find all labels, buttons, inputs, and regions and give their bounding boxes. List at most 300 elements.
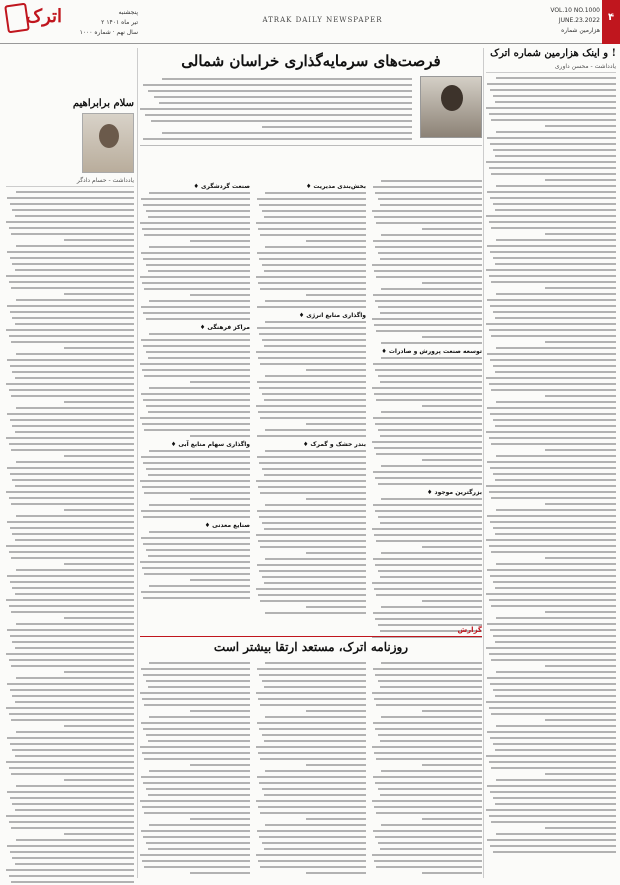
text-line	[140, 561, 250, 563]
text-line	[380, 522, 482, 524]
text-line	[422, 459, 483, 461]
text-line	[257, 198, 366, 200]
text-line	[144, 429, 250, 431]
text-line	[493, 419, 617, 421]
text-line	[12, 803, 134, 805]
text-line	[7, 197, 134, 199]
text-line	[489, 707, 616, 709]
text-line	[489, 491, 616, 493]
text-line	[144, 234, 250, 236]
text-line	[381, 411, 482, 413]
text-line	[375, 246, 482, 248]
text-line	[64, 509, 134, 511]
text-line	[64, 401, 134, 403]
text-line	[12, 587, 134, 589]
text-line	[375, 423, 482, 425]
text-line	[490, 197, 616, 199]
column-text	[140, 450, 250, 518]
text-line	[265, 770, 366, 772]
text-line	[490, 359, 616, 361]
text-line	[491, 335, 616, 337]
text-line	[15, 647, 134, 649]
text-line	[493, 473, 617, 475]
text-line	[490, 143, 616, 145]
text-line	[149, 333, 250, 335]
text-line	[381, 288, 482, 290]
text-line	[374, 393, 482, 395]
text-line	[486, 269, 616, 271]
text-line	[141, 510, 250, 512]
text-line	[493, 203, 617, 205]
text-line	[141, 252, 250, 254]
text-line	[16, 461, 134, 463]
text-line	[9, 605, 134, 607]
text-line	[141, 306, 250, 308]
text-line	[306, 552, 367, 554]
text-line	[264, 345, 366, 347]
text-line	[141, 393, 250, 395]
text-line	[16, 191, 134, 193]
column-text	[256, 321, 366, 437]
text-line	[257, 776, 366, 778]
text-line	[375, 510, 482, 512]
left-column-article	[6, 98, 134, 878]
text-line	[486, 647, 616, 649]
column-text	[256, 192, 366, 308]
text-line	[486, 215, 616, 217]
text-line	[496, 779, 616, 781]
text-line	[378, 198, 483, 200]
text-line	[260, 288, 366, 290]
text-line	[259, 462, 366, 464]
text-line	[16, 677, 134, 679]
text-line	[489, 437, 616, 439]
report-rule	[140, 636, 482, 637]
text-line	[259, 387, 366, 389]
text-line	[262, 680, 367, 682]
text-line	[374, 752, 482, 754]
text-line	[256, 405, 366, 407]
text-line	[6, 599, 134, 601]
text-line	[257, 722, 366, 724]
text-line	[376, 704, 482, 706]
text-line	[378, 788, 483, 790]
text-line	[256, 276, 366, 278]
text-line	[141, 591, 250, 593]
text-line	[489, 383, 616, 385]
text-line	[496, 185, 616, 187]
text-line	[496, 509, 616, 511]
text-line	[258, 282, 366, 284]
text-line	[256, 746, 366, 748]
text-line	[374, 534, 482, 536]
text-line	[258, 860, 366, 862]
text-line	[11, 233, 134, 235]
text-line	[16, 731, 134, 733]
text-line	[380, 258, 482, 260]
text-line	[489, 221, 616, 223]
text-line	[496, 725, 616, 727]
text-line	[374, 588, 482, 590]
text-line	[144, 573, 250, 575]
text-line	[376, 594, 482, 596]
text-line	[143, 258, 250, 260]
text-line	[9, 551, 134, 553]
column-divider	[137, 48, 138, 878]
column-text	[140, 531, 250, 599]
subhead: ♦ صنعت گردشگری	[193, 183, 250, 190]
text-line	[258, 752, 366, 754]
text-line	[260, 492, 366, 494]
text-line	[11, 449, 134, 451]
text-line	[144, 812, 250, 814]
text-line	[486, 377, 616, 379]
text-line	[372, 441, 482, 443]
text-line	[378, 570, 483, 572]
issue-volume: VOL.10 NO.1000	[550, 7, 600, 14]
text-line	[380, 740, 482, 742]
text-line	[143, 312, 250, 314]
text-line	[491, 821, 616, 823]
text-line	[11, 881, 134, 883]
main-article	[140, 48, 482, 878]
text-line	[143, 138, 412, 140]
text-line	[490, 413, 616, 415]
text-line	[422, 818, 483, 820]
text-line	[495, 695, 616, 697]
text-line	[487, 353, 616, 355]
text-line	[258, 228, 366, 230]
issue-meta	[500, 6, 600, 36]
text-line	[493, 257, 617, 259]
text-line	[264, 270, 366, 272]
newspaper-logo	[6, 4, 62, 40]
text-line	[159, 102, 412, 104]
text-line	[149, 824, 250, 826]
text-line	[373, 471, 482, 473]
text-line	[262, 393, 367, 395]
text-line	[256, 692, 366, 694]
text-line	[16, 839, 134, 841]
text-line	[11, 341, 134, 343]
text-line	[151, 120, 412, 122]
subhead: ♦ واگذاری منابع انرژی	[298, 312, 366, 319]
text-line	[15, 323, 134, 325]
text-line	[259, 258, 366, 260]
text-line	[260, 546, 366, 548]
text-line	[378, 375, 483, 377]
text-line	[256, 351, 366, 353]
text-line	[6, 869, 134, 871]
right-article-title: و اینک هزارمین شماره اترک !	[490, 48, 616, 59]
text-line	[149, 662, 250, 664]
text-line	[373, 186, 482, 188]
text-line	[489, 599, 616, 601]
text-line	[375, 300, 482, 302]
text-line	[491, 389, 616, 391]
text-line	[9, 659, 134, 661]
text-line	[143, 597, 250, 599]
text-line	[372, 210, 482, 212]
text-line	[265, 558, 366, 560]
text-line	[496, 833, 616, 835]
text-line	[545, 287, 617, 289]
text-line	[545, 827, 617, 829]
text-line	[257, 456, 366, 458]
text-line	[143, 204, 250, 206]
text-line	[489, 815, 616, 817]
text-line	[9, 443, 134, 445]
text-line	[10, 635, 134, 637]
text-line	[265, 300, 366, 302]
text-line	[486, 593, 616, 595]
text-line	[262, 126, 412, 128]
text-line	[149, 300, 250, 302]
text-line	[140, 417, 250, 419]
text-line	[6, 815, 134, 817]
text-line	[141, 668, 250, 670]
text-line	[11, 773, 134, 775]
text-line	[487, 677, 616, 679]
text-line	[265, 450, 366, 452]
text-line	[372, 582, 482, 584]
text-line	[493, 797, 617, 799]
text-line	[376, 330, 482, 332]
subhead: ♦ صنایع معدنی	[204, 522, 250, 529]
text-line	[373, 776, 482, 778]
text-line	[9, 281, 134, 283]
text-line	[12, 857, 134, 859]
text-line	[140, 692, 250, 694]
text-line	[487, 407, 616, 409]
text-line	[143, 836, 250, 838]
text-line	[256, 800, 366, 802]
text-line	[375, 369, 482, 371]
text-line	[15, 755, 134, 757]
text-line	[11, 287, 134, 289]
text-line	[190, 579, 251, 581]
text-line	[140, 480, 250, 482]
text-line	[11, 719, 134, 721]
text-line	[12, 263, 134, 265]
text-line	[6, 491, 134, 493]
left-article-author: یادداشت - حسام دادگر	[6, 177, 134, 187]
text-line	[260, 234, 366, 236]
text-line	[15, 377, 134, 379]
text-line	[143, 462, 250, 464]
text-line	[264, 848, 366, 850]
text-line	[264, 686, 366, 688]
text-line	[265, 375, 366, 377]
text-line	[190, 294, 251, 296]
text-line	[260, 417, 366, 419]
text-line	[491, 605, 616, 607]
text-line	[380, 381, 482, 383]
text-line	[148, 216, 250, 218]
text-line	[491, 767, 616, 769]
text-line	[495, 479, 616, 481]
text-line	[140, 800, 250, 802]
text-line	[265, 716, 366, 718]
text-line	[259, 782, 366, 784]
text-line	[381, 342, 482, 344]
text-line	[15, 809, 134, 811]
text-line	[146, 549, 251, 551]
text-line	[190, 764, 251, 766]
text-line	[493, 689, 617, 691]
text-line	[257, 668, 366, 670]
right-article-body	[486, 77, 616, 853]
text-line	[496, 617, 616, 619]
text-line	[10, 689, 134, 691]
text-line	[496, 671, 616, 673]
subhead: ♦ توسعه صنعت پرورش و صادرات	[381, 348, 482, 355]
text-line	[64, 293, 134, 295]
text-line	[487, 245, 616, 247]
left-article-body	[6, 191, 134, 885]
text-line	[16, 569, 134, 571]
text-line	[376, 758, 482, 760]
text-line	[149, 387, 250, 389]
left-article-title: سلام برابراهیم	[72, 98, 134, 109]
text-line	[373, 612, 482, 614]
text-line	[64, 833, 134, 835]
text-line	[15, 431, 134, 433]
text-line	[259, 674, 366, 676]
text-line	[487, 299, 616, 301]
text-line	[6, 761, 134, 763]
text-line	[375, 477, 482, 479]
text-line	[381, 716, 482, 718]
text-line	[7, 683, 134, 685]
text-line	[154, 96, 412, 98]
text-line	[489, 275, 616, 277]
text-line	[256, 588, 366, 590]
text-line	[264, 582, 366, 584]
text-line	[487, 731, 616, 733]
text-line	[375, 728, 482, 730]
text-line	[12, 425, 134, 427]
main-column-right	[372, 180, 482, 620]
text-line	[149, 450, 250, 452]
text-line	[146, 405, 251, 407]
text-line	[265, 504, 366, 506]
text-line	[380, 576, 482, 578]
text-line	[373, 294, 482, 296]
text-line	[256, 480, 366, 482]
text-line	[257, 830, 366, 832]
text-line	[64, 725, 134, 727]
text-line	[489, 545, 616, 547]
text-line	[9, 497, 134, 499]
issue-date-persian: ۲ تیر ماه ۱۴۰۱	[101, 19, 138, 26]
report-section-label: گزارش	[457, 626, 482, 634]
text-line	[490, 305, 616, 307]
text-line	[376, 540, 482, 542]
text-line	[487, 623, 616, 625]
text-line	[148, 686, 250, 688]
text-line	[7, 737, 134, 739]
text-line	[11, 557, 134, 559]
text-line	[380, 312, 482, 314]
text-line	[12, 479, 134, 481]
text-line	[493, 743, 617, 745]
text-line	[380, 794, 482, 796]
text-line	[149, 770, 250, 772]
text-line	[545, 395, 617, 397]
text-line	[490, 521, 616, 523]
text-line	[190, 872, 251, 874]
text-line	[378, 680, 483, 682]
text-line	[142, 698, 250, 700]
text-line	[6, 707, 134, 709]
right-column-article	[486, 48, 616, 878]
text-line	[373, 668, 482, 670]
text-line	[375, 618, 482, 620]
text-line	[15, 485, 134, 487]
text-line	[493, 635, 617, 637]
text-line	[381, 552, 482, 554]
text-line	[372, 854, 482, 856]
text-line	[490, 467, 616, 469]
text-line	[7, 359, 134, 361]
text-line	[264, 216, 366, 218]
text-line	[491, 119, 616, 121]
text-line	[372, 800, 482, 802]
text-line	[15, 701, 134, 703]
text-line	[144, 758, 250, 760]
text-line	[375, 674, 482, 676]
text-line	[148, 90, 412, 92]
text-line	[12, 317, 134, 319]
text-line	[11, 665, 134, 667]
text-line	[257, 435, 366, 437]
text-line	[143, 345, 250, 347]
text-line	[306, 764, 367, 766]
text-line	[148, 848, 250, 850]
text-line	[16, 515, 134, 517]
text-line	[10, 473, 134, 475]
column-text	[256, 450, 366, 614]
text-line	[140, 276, 250, 278]
text-line	[374, 447, 482, 449]
text-line	[146, 318, 251, 320]
text-line	[373, 240, 482, 242]
text-line	[260, 363, 366, 365]
text-line	[15, 215, 134, 217]
text-line	[9, 389, 134, 391]
text-line	[376, 866, 482, 868]
text-line	[490, 737, 616, 739]
text-line	[373, 558, 482, 560]
lead-text	[140, 78, 412, 140]
text-line	[257, 252, 366, 254]
interviewee-photo	[420, 76, 482, 138]
text-line	[378, 516, 483, 518]
text-line	[496, 131, 616, 133]
logo-wordmark: اترک	[26, 6, 63, 27]
text-line	[487, 785, 616, 787]
text-line	[545, 341, 617, 343]
text-line	[6, 275, 134, 277]
column-divider	[483, 48, 484, 878]
text-line	[491, 173, 616, 175]
text-line	[140, 746, 250, 748]
text-line	[490, 791, 616, 793]
main-article-title: فرصت‌های سرمایه‌گذاری خراسان شمالی	[181, 52, 441, 70]
text-line	[258, 698, 366, 700]
text-line	[142, 282, 250, 284]
